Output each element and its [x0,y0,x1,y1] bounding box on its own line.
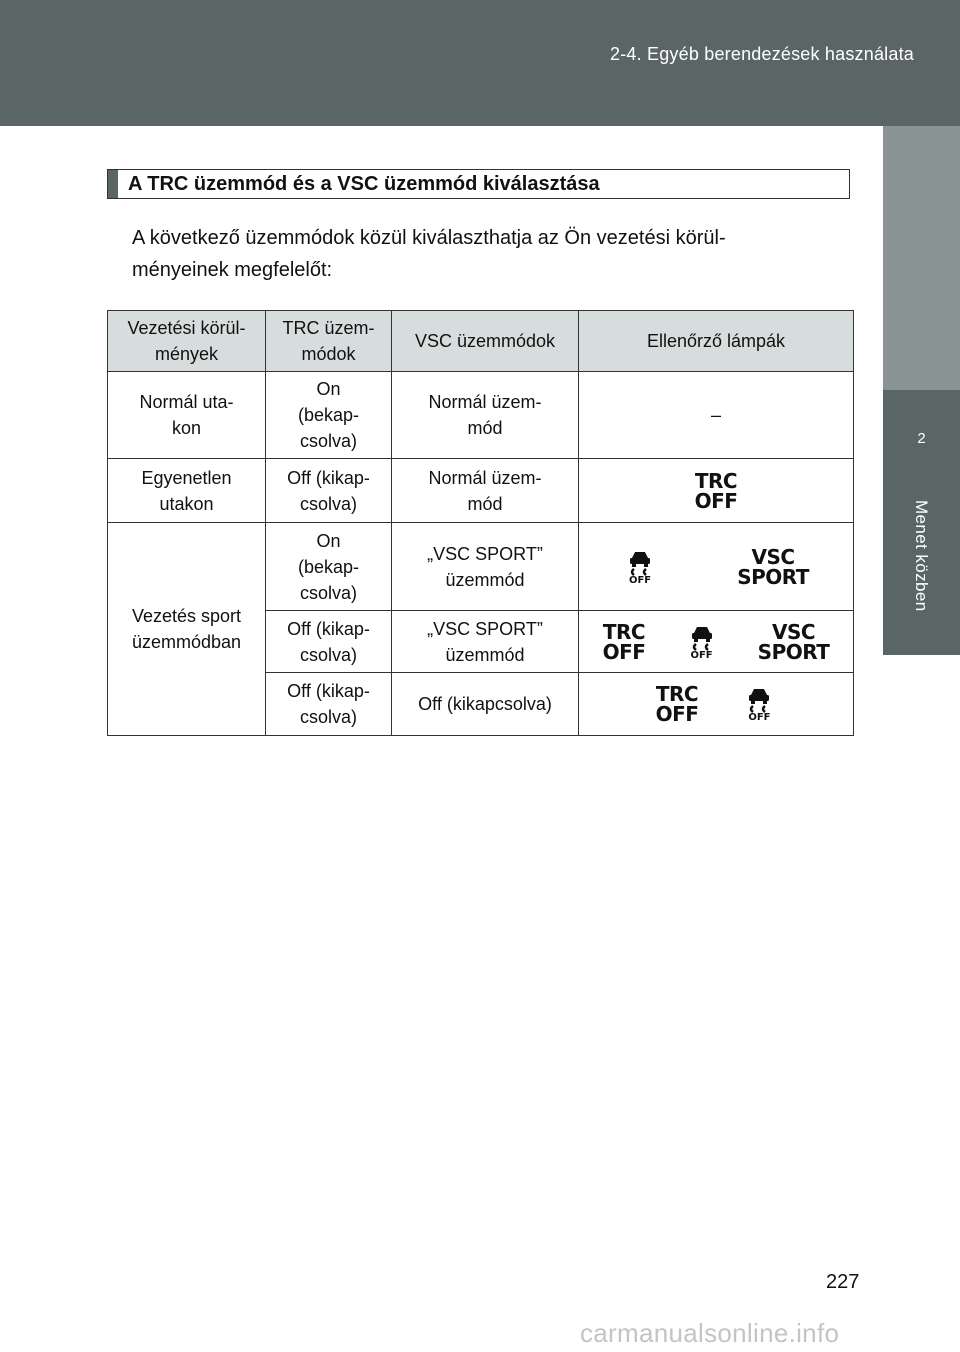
intro-line-2: ményeinek megfelelőt: [132,259,333,281]
trc-off-indicator-icon: TRC OFF [694,468,738,513]
page-number: 227 [826,1271,860,1293]
lamp-group [583,619,849,664]
cell-lamps [579,372,854,459]
chapter-number: 2 [917,430,926,447]
chapter-label: Menet közben [912,500,931,612]
slip-indicator-off-icon: OFF [742,685,776,723]
vsc-sport-indicator-icon: VSC SPORT [757,619,830,664]
header-indicator-lamps: Ellenőrző lámpák [579,311,854,372]
cell-vsc: Normál üzem- mód [392,459,579,523]
cell-lamps [579,611,854,673]
vsc-sport-indicator-icon: VSC SPORT [737,544,809,589]
intro-paragraph [132,222,854,286]
section-title-marker [108,170,118,198]
cell-trc: Off (kikap- csolva) [266,611,392,673]
mode-table [107,310,854,736]
cell-lamps [579,523,854,611]
cell-conditions: Egyenetlen utakon [108,459,266,523]
cell-lamps [579,673,854,736]
skidding-car-icon [623,548,657,578]
skidding-car-icon [685,623,719,653]
cell-trc: Off (kikap- csolva) [266,673,392,736]
table-header-row [108,311,854,372]
table-row [108,372,854,459]
cell-lamps [579,459,854,523]
table-row [108,459,854,523]
intro-line-1: A következő üzemmódok közül kiválaszthatja az Ön vezetési körül- [132,227,726,249]
skidding-car-icon [742,685,776,715]
header-trc-modes: TRC üzem- módok [266,311,392,372]
cell-vsc: „VSC SPORT” üzemmód [392,611,579,673]
no-lamp-dash: – [710,405,721,425]
cell-vsc: Normál üzem- mód [392,372,579,459]
table-row [108,523,854,611]
lamp-group [583,684,849,724]
cell-trc: Off (kikap- csolva) [266,459,392,523]
section-title-box [107,169,850,199]
watermark: carmanualsonline.info [580,1318,840,1348]
cell-conditions: Vezetés sport üzemmódban [108,523,266,736]
lamp-group [583,468,849,513]
side-tab-spacer [883,126,960,390]
header-section-title: 2-4. Egyéb berendezések használata [609,44,914,64]
slip-indicator-off-icon: OFF [623,548,657,586]
cell-trc: On (bekap- csolva) [266,372,392,459]
header-bar [0,0,960,126]
chapter-tab [883,390,960,655]
cell-trc: On (bekap- csolva) [266,523,392,611]
trc-off-indicator-icon: TRC OFF [655,682,699,726]
header-vsc-modes: VSC üzemmódok [392,311,579,372]
cell-conditions: Normál uta- kon [108,372,266,459]
header-conditions: Vezetési körül- mények [108,311,266,372]
cell-vsc: „VSC SPORT” üzemmód [392,523,579,611]
lamp-group [583,544,849,589]
slip-indicator-off-icon: OFF [685,623,719,661]
section-title: A TRC üzemmód és a VSC üzemmód kiválasztása [128,173,600,195]
trc-off-indicator-icon: TRC OFF [602,619,646,664]
cell-vsc: Off (kikapcsolva) [392,673,579,736]
